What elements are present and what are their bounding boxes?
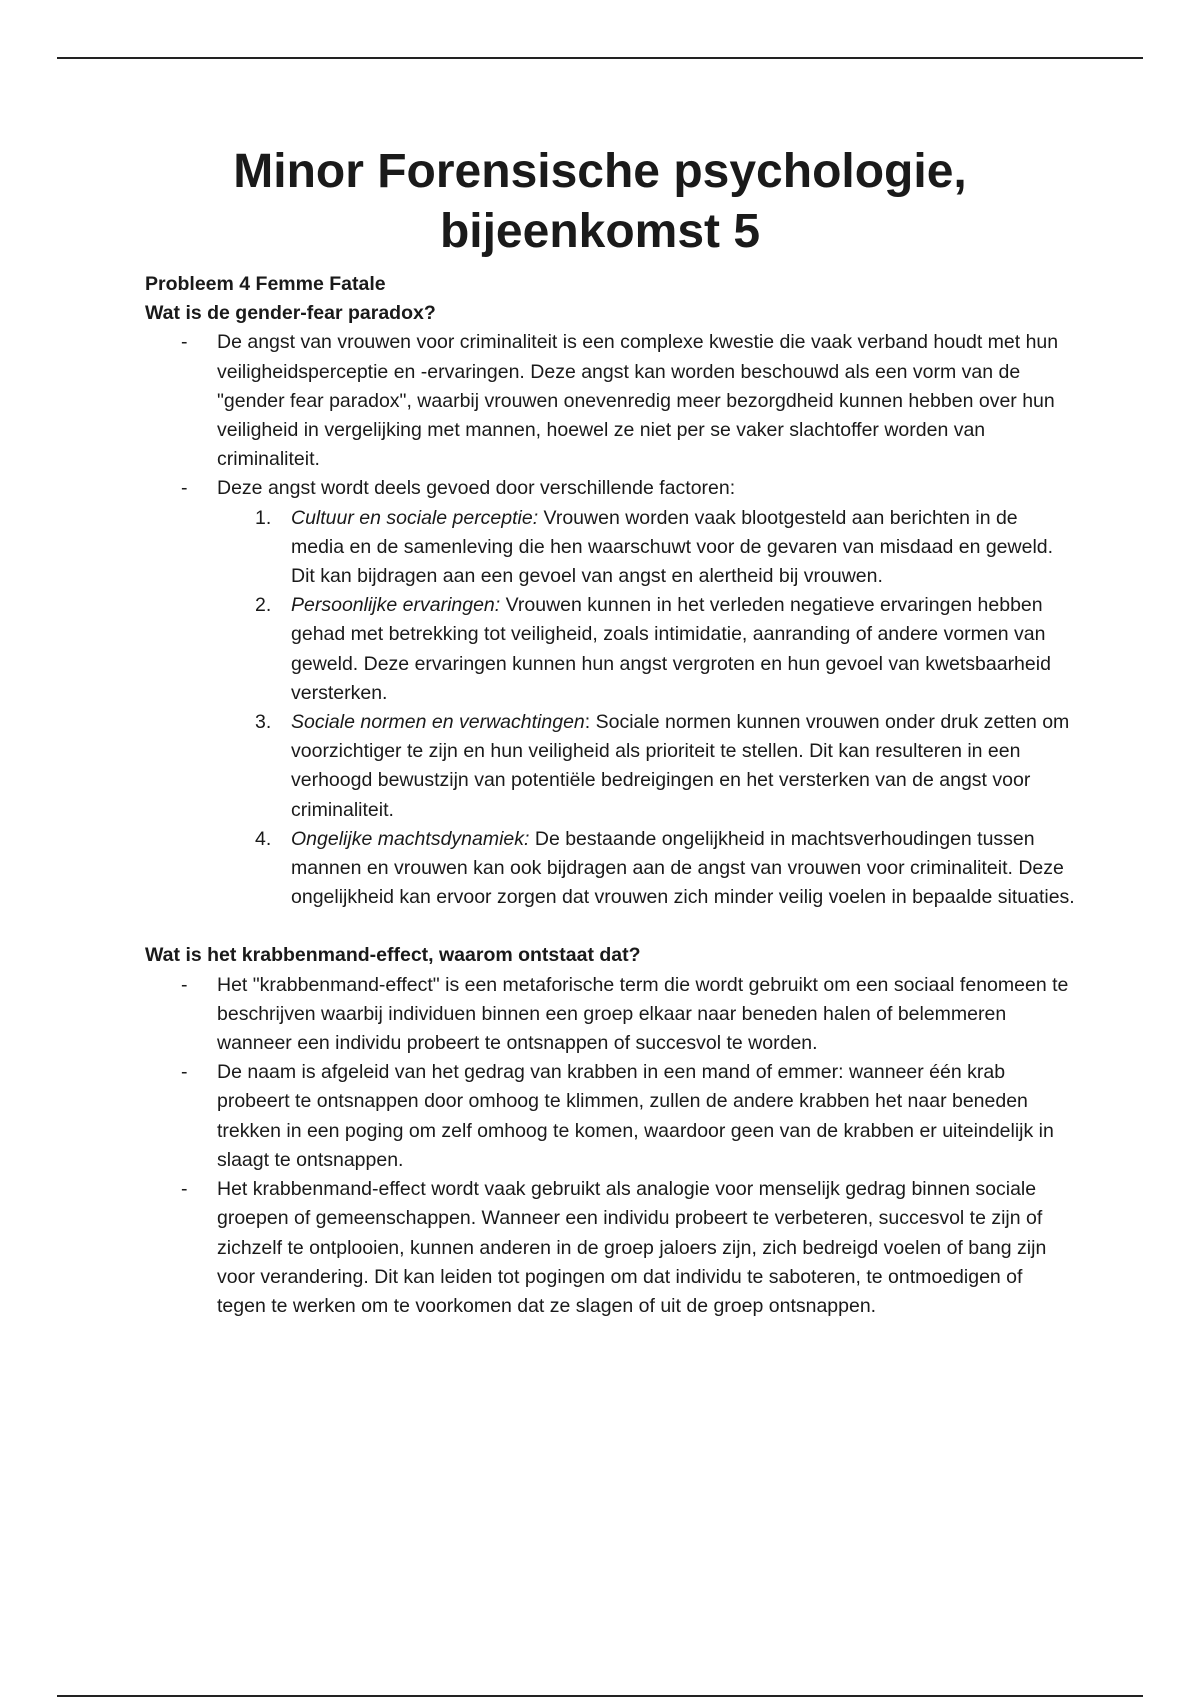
factor-term: Persoonlijke ervaringen: — [291, 594, 501, 617]
factor-term: Cultuur en sociale perceptie: — [291, 506, 539, 529]
list-item — [217, 474, 1075, 912]
factor-number: 4. — [255, 827, 272, 850]
factor-number: 3. — [255, 711, 272, 734]
bullet-text: De naam is afgeleid van het gedrag van krabben in een mand of emmer: wanneer één krab probeert te ontsnappen door omhoog te klimmen, zullen de andere krabben het naar beneden trekken in een poging om zelf omhoog te komen, waardoor geen van de krabben er uiteindelijk in slaagt te ontsnappen. — [217, 1061, 1054, 1171]
factor-item — [255, 708, 1075, 825]
factor-text: : Sociale normen kunnen vrouwen onder druk zetten om voorzichtiger te zijn en hun veiligheid als prioriteit te stellen. Dit kan resulteren in een verhoogd bewustzijn van potentiële bedreigingen en het versterken van de angst voor criminaliteit. — [291, 711, 1070, 821]
page-title-line-2: bijeenkomst 5 — [439, 205, 761, 258]
problem-heading: Probleem 4 Femme Fatale — [145, 273, 386, 295]
bullet-text: Het krabbenmand-effect wordt vaak gebruikt als analogie voor menselijk gedrag binnen sociale groepen of gemeenschappen. Wanneer een individu probeert te verbeteren, succesvol te zijn of zichzelf te ontplooien, kunnen anderen in de groep jaloers zijn, zich bedreigd voelen of bang zijn voor verandering. Dit kan leiden tot pogingen om dat individu te saboteren, te ontmoedigen of tegen te werken om te voorkomen dat ze slagen of uit de groep ontsnappen. — [217, 1178, 1047, 1317]
factor-item — [255, 591, 1075, 708]
top-rule — [57, 57, 1143, 59]
list-item — [217, 1058, 1075, 1175]
bottom-rule — [57, 1695, 1143, 1697]
question-gender-fear-paradox: Wat is de gender-fear paradox? — [145, 302, 436, 325]
list-item — [217, 328, 1075, 474]
factor-term: Ongelijke machtsdynamiek: — [291, 827, 530, 850]
factor-item — [255, 504, 1075, 592]
question-krabbenmand-effect: Wat is het krabbenmand-effect, waarom ontstaat dat? — [145, 944, 641, 967]
page-title-line-1: Minor Forensische psychologie, — [233, 145, 967, 198]
factor-text: De bestaande ongelijkheid in machtsverhoudingen tussen mannen en vrouwen kan ook bijdragen aan de angst van vrouwen voor criminaliteit. Deze ongelijkheid kan ervoor zorgen dat vrouwen zich minder veilig voelen in bepaalde situaties. — [291, 827, 1075, 909]
factor-term: Sociale normen en verwachtingen — [291, 711, 585, 734]
factor-item — [255, 825, 1075, 913]
list-item — [217, 1175, 1075, 1321]
gender-fear-bullet-list — [145, 328, 1075, 912]
page-title — [0, 142, 1200, 262]
bullet-text: Deze angst wordt deels gevoed door verschillende factoren: — [217, 477, 736, 500]
list-item — [217, 971, 1075, 1059]
factor-text: Vrouwen kunnen in het verleden negatieve ervaringen hebben gehad met betrekking tot veiligheid, zoals intimidatie, aanranding of andere vormen van geweld. Deze ervaringen kunnen hun angst vergroten en hun gevoel van kwetsbaarheid versterken. — [291, 594, 1051, 704]
factor-number: 1. — [255, 506, 272, 529]
document-body — [145, 270, 1075, 1321]
factors-numbered-list — [217, 504, 1075, 913]
factor-number: 2. — [255, 594, 272, 617]
factor-text: Vrouwen worden vaak blootgesteld aan berichten in de media en de samenleving die hen waarschuwt voor de gevaren van misdaad en geweld. Dit kan bijdragen aan een gevoel van angst en alertheid bij vrouwen. — [291, 506, 1054, 588]
bullet-text: De angst van vrouwen voor criminaliteit is een complexe kwestie die vaak verband houdt met hun veiligheidsperceptie en -ervaringen. Deze angst kan worden beschouwd als een vorm van de "gender fear paradox", waarbij vrouwen onevenredig meer bezorgdheid kunnen hebben over hun veiligheid in vergelijking met mannen, hoewel ze niet per se vaker slachtoffer worden van criminaliteit. — [217, 331, 1059, 471]
bullet-text: Het "krabbenmand-effect" is een metaforische term die wordt gebruikt om een sociaal fenomeen te beschrijven waarbij individuen binnen een groep elkaar naar beneden halen of belemmeren wanneer een individu probeert te ontsnappen of succesvol te worden. — [217, 973, 1069, 1055]
krabbenmand-bullet-list — [145, 971, 1075, 1321]
